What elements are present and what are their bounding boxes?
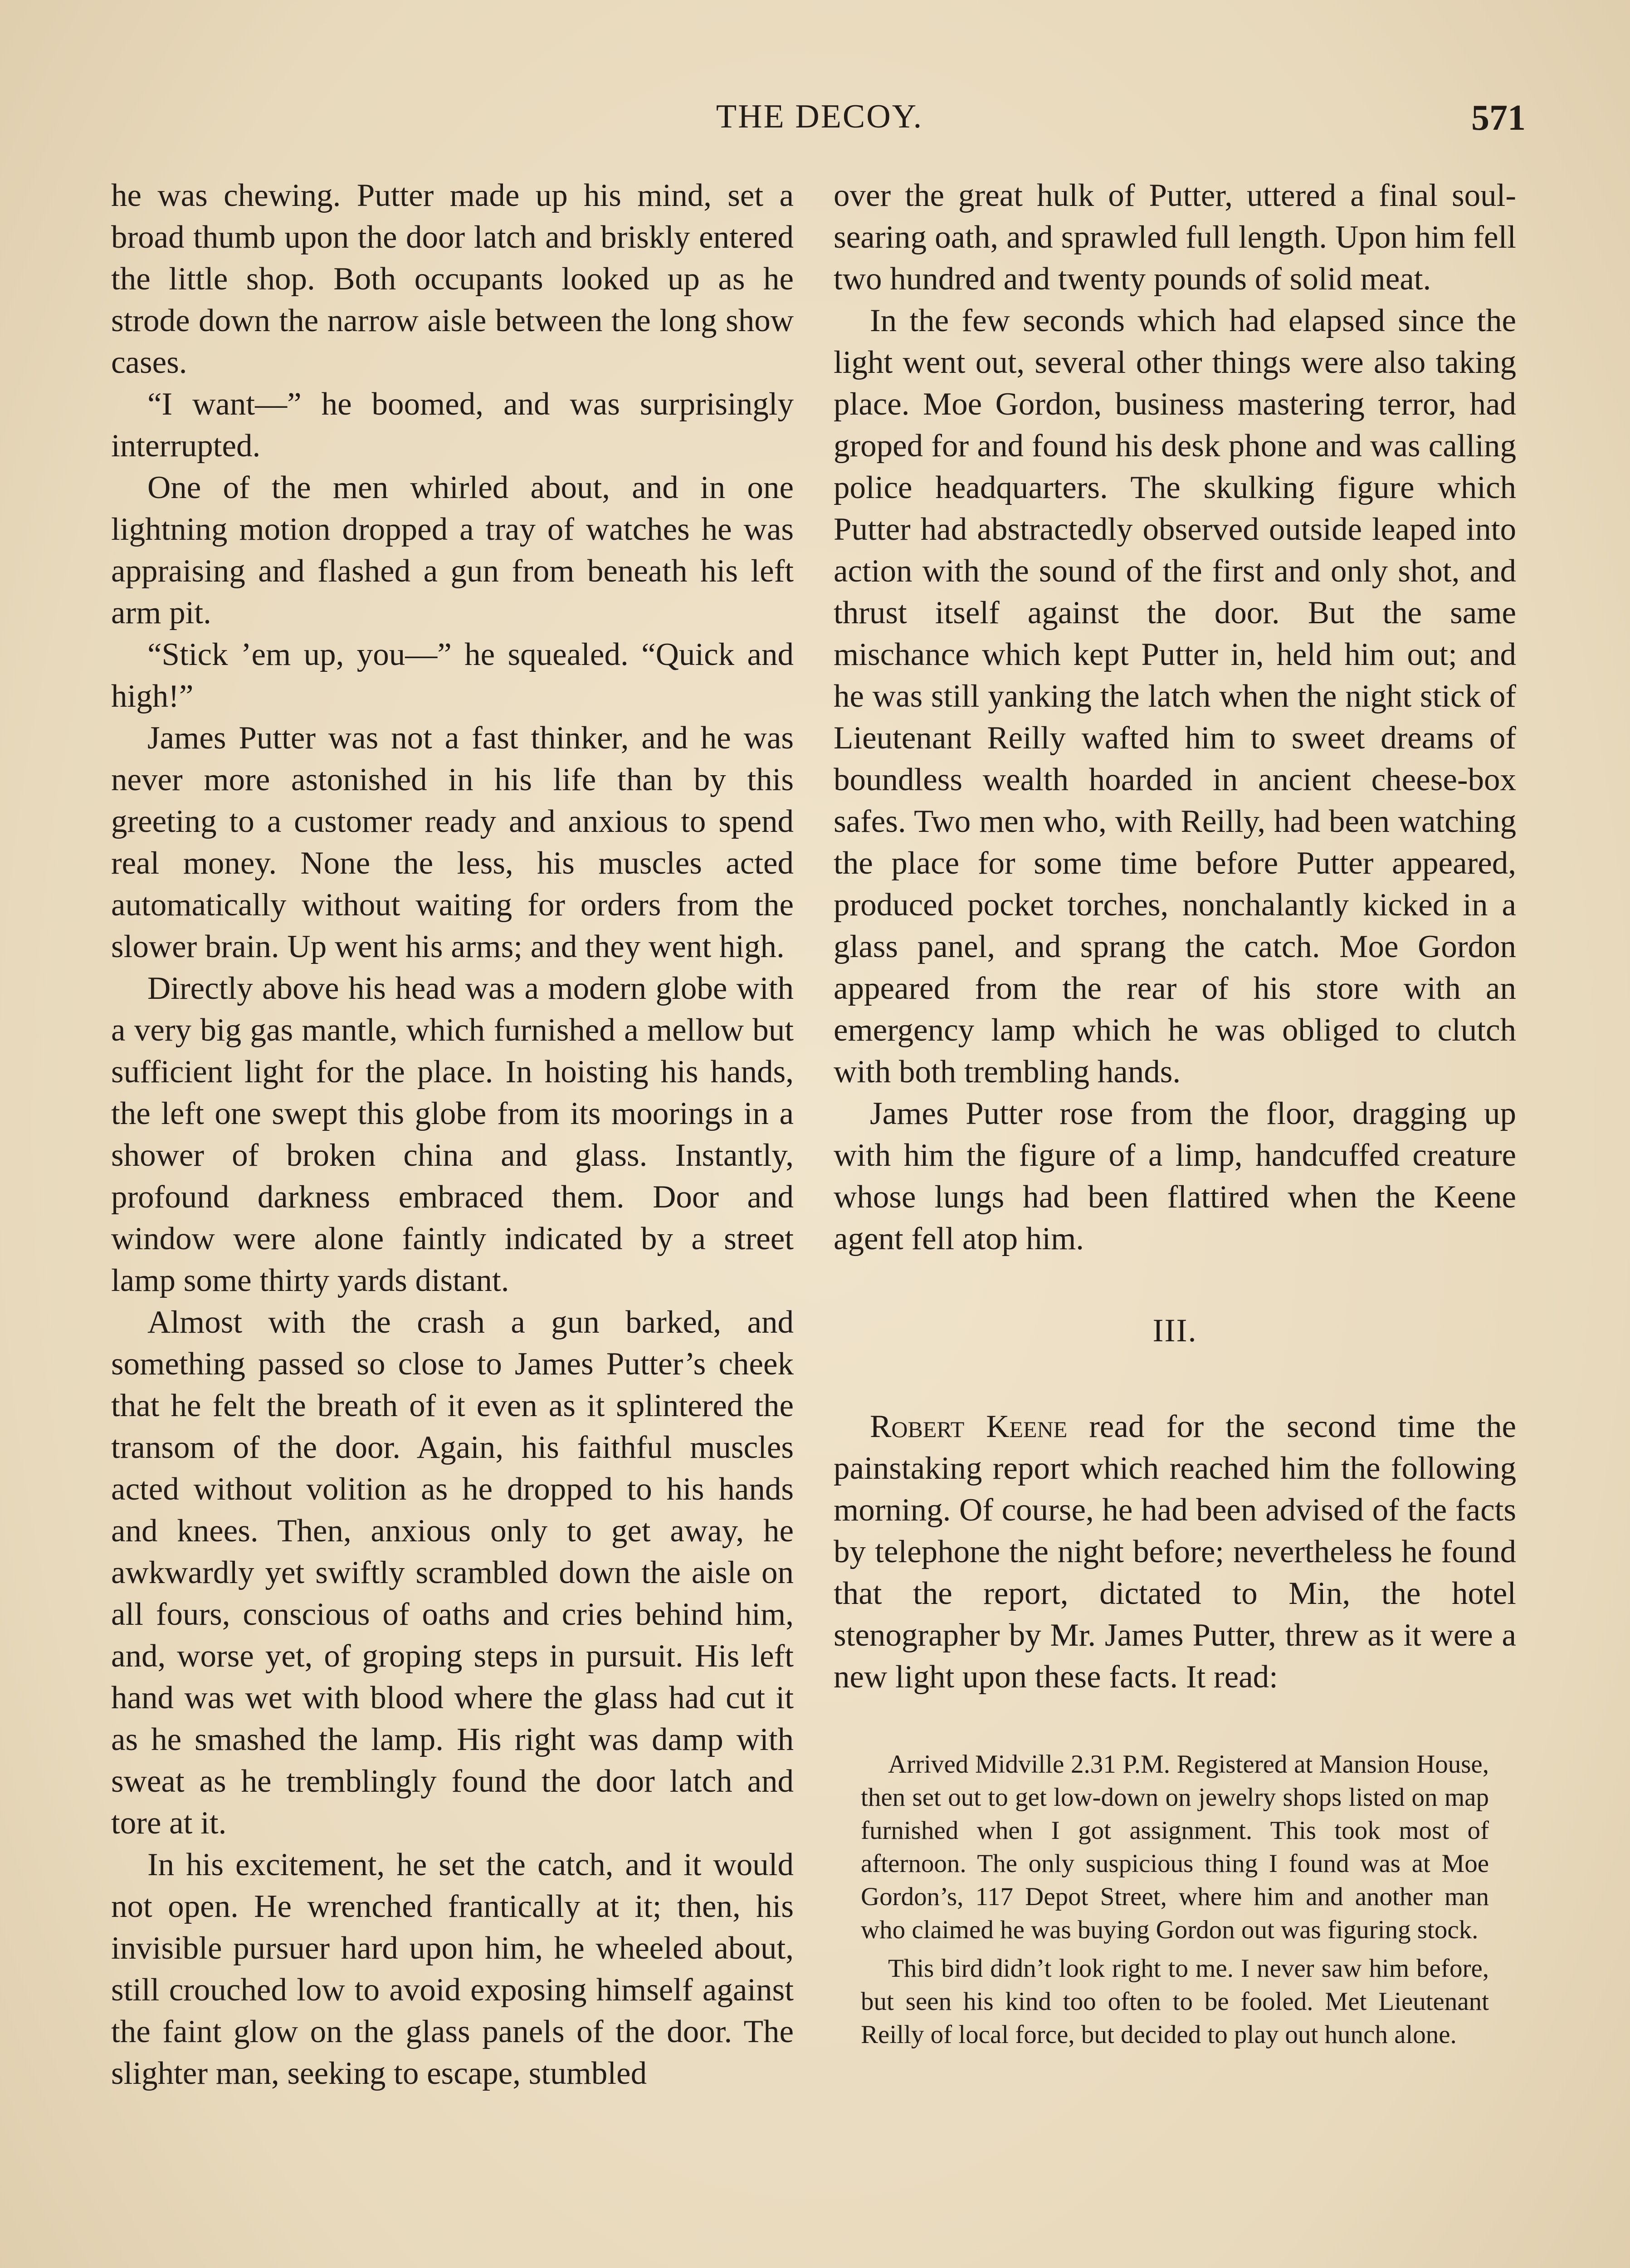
paragraph: James Putter was not a fast thinker, and he was never more astonished in his life than by this greeting to a customer ready and anxious to spend real money. None the less, his muscles acted automatically without waiting for orders from the slower brain. Up went his arms; and they went high. [111,720,794,964]
paragraph: he was chewing. Putter made up his mind, set a broad thumb upon the door latch and briskly entered the little shop. Both occupants looked up as he strode down the narrow aisle between the long show cases. [111,178,794,380]
running-title: THE DECOY. [716,98,923,135]
section-heading: III. [1152,1312,1197,1349]
report-excerpt [834,1748,1516,2051]
section-paragraph [834,1406,1516,1698]
paragraph: “I want—” he boomed, and was surprisingly interrupted. [111,386,794,464]
report-paragraph: This bird didn’t look right to me. I never saw him before, but seen his kind too often to be fooled. Met Lieutenant Reilly of local force, but decided to play out hunch alone. [861,1954,1489,2049]
section-lead-name: Robert Keene [870,1409,1068,1444]
left-column [111,175,794,2094]
page-number: 571 [1471,98,1526,138]
paragraph: Directly above his head was a modern globe with a very big gas mantle, which furnished a mellow but sufficient light for the place. In hoisting his hands, the left one swept this globe from its moorings in a shower of broken china and glass. Instantly, profound darkness embraced them. Door and window were alone faintly indicated by a street lamp some thirty yards distant. [111,971,794,1298]
page-header [113,98,1526,138]
paragraph: One of the men whirled about, and in one lightning motion dropped a tray of watches he was appraising and flashed a gun from beneath his left arm pit. [111,470,794,631]
paragraph: “Stick ’em up, you—” he squealed. “Quick and high!” [111,637,794,714]
paragraph: In his excitement, he set the catch, and it would not open. He wrenched frantically at it; then, his invisible pursuer hard upon him, he wheeled about, still crouched low to avoid exposing himself against the faint glow on the glass panels of the door. The slighter man, seeking to escape, stumbled [111,1847,794,2091]
paragraph: over the great hulk of Putter, uttered a final soul-searing oath, and sprawled full length. Upon him fell two hundred and twenty pounds of solid meat. [834,178,1516,297]
report-paragraph: Arrived Midville 2.31 P.M. Registered at Mansion House, then set out to get low-down on jewelry shops listed on map furnished when I got assignment. This took most of afternoon. The only suspicious thing I found was at Moe Gordon’s, 117 Depot Street, where him and another man who claimed he was buying Gordon out was figuring stock. [861,1750,1489,1944]
right-column [834,175,1516,2057]
section-text: read for the second time the painstaking report which reached him the following morning. Of course, he had been advised of the facts by telephone the night before; nevertheless he found that the report, dictated to Min, the hotel stenographer by Mr. James Putter, threw as it were a new light upon these facts. It read: [834,1409,1516,1695]
paragraph: In the few seconds which had elapsed since the light went out, several other things were also taking place. Moe Gordon, business mastering terror, had groped for and found his desk phone and was calling police headquarters. The skulking figure which Putter had abstractedly observed outside leaped into action with the sound of the first and only shot, and thrust itself against the door. But the same mischance which kept Putter in, held him out; and he was still yanking the latch when the night stick of Lieutenant Reilly wafted him to sweet dreams of boundless wealth hoarded in ancient cheese-box safes. Two men who, with Reilly, had been watching the place for some time before Putter appeared, produced pocket torches, nonchalantly kicked in a glass panel, and sprang the catch. Moe Gordon appeared from the rear of his store with an emergency lamp which he was obliged to clutch with both trembling hands. [834,303,1516,1090]
paragraph: James Putter rose from the floor, dragging up with him the figure of a limp, handcuffed creature whose lungs had been flattired when the Keene agent fell atop him. [834,1096,1516,1256]
paragraph: Almost with the crash a gun barked, and something passed so close to James Putter’s cheek that he felt the breath of it even as it splintered the transom of the door. Again, his faithful muscles acted without volition as he dropped to his hands and knees. Then, anxious only to get away, he awkwardly yet swiftly scrambled down the aisle on all fours, conscious of oaths and cries behind him, and, worse yet, of groping steps in pursuit. His left hand was wet with blood where the glass had cut it as he smashed the lamp. His right was damp with sweat as he tremblingly found the door latch and tore at it. [111,1305,794,1841]
